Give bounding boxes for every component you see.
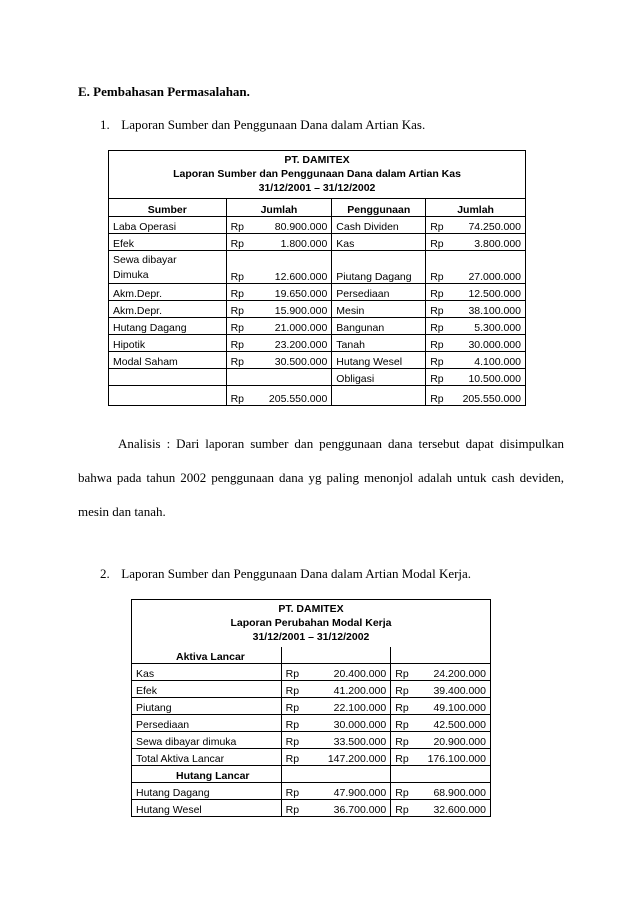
currency-label: Rp [226, 318, 252, 335]
penggunaan-cell: Tanah [332, 335, 426, 352]
table-company-title: PT. DAMITEX [284, 154, 350, 166]
amount-cell: 74.250.000 [448, 217, 526, 234]
currency-label: Rp [426, 234, 448, 251]
list-item-number: 1. [100, 117, 110, 132]
list-item-text: Laporan Sumber dan Penggunaan Dana dalam Artian Kas. [121, 117, 426, 132]
table-total-row [109, 386, 526, 406]
amount-cell: 12.600.000 [252, 251, 332, 284]
currency-label: Rp [226, 251, 252, 284]
amount-cell: 20.400.000 [307, 664, 391, 681]
account-label: Kas [132, 664, 282, 681]
amount-cell: 39.400.000 [417, 681, 491, 698]
analysis-paragraph [78, 427, 564, 461]
currency-label: Rp [426, 284, 448, 301]
amount-cell: 4.100.000 [448, 352, 526, 369]
amount-cell: 24.200.000 [417, 664, 491, 681]
penggunaan-cell: Piutang Dagang [332, 251, 426, 284]
penggunaan-cell: Hutang Wesel [332, 352, 426, 369]
table-cell [281, 647, 307, 664]
currency-label: Rp [226, 284, 252, 301]
amount-cell: 5.300.000 [448, 318, 526, 335]
penggunaan-cell: Kas [332, 234, 426, 251]
amount-cell: 36.700.000 [333, 804, 387, 816]
account-label: Persediaan [132, 715, 282, 732]
sumber-cell: Efek [109, 234, 227, 251]
analysis-line: mesin dan tanah. [78, 504, 166, 519]
table-report-title: Laporan Perubahan Modal Kerja [230, 617, 392, 629]
amount-cell: 32.600.000 [433, 804, 486, 816]
amount-cell: 38.100.000 [448, 301, 526, 318]
currency-label: Rp [281, 732, 307, 749]
account-label: Total Aktiva Lancar [132, 749, 282, 766]
working-capital-table [131, 599, 491, 817]
account-label: Piutang [132, 698, 282, 715]
amount-cell: 42.500.000 [417, 715, 491, 732]
amount-cell: 80.900.000 [252, 217, 332, 234]
penggunaan-cell: Persediaan [332, 284, 426, 301]
table-row [109, 369, 526, 386]
table-row [132, 800, 491, 817]
account-label: Efek [132, 681, 282, 698]
currency-label: Rp [391, 715, 417, 732]
currency-label: Rp [226, 301, 252, 318]
amount-cell: 49.100.000 [417, 698, 491, 715]
table-company-title: PT. DAMITEX [278, 603, 344, 615]
amount-cell: 1.800.000 [252, 234, 332, 251]
currency-label: Rp [391, 800, 417, 817]
section-heading: E. Pembahasan Permasalahan. [78, 84, 250, 99]
table-cell [391, 647, 417, 664]
amount-cell: 3.800.000 [448, 234, 526, 251]
account-label: Hutang Dagang [132, 783, 282, 800]
table-period: 31/12/2001 – 31/12/2002 [258, 182, 376, 194]
list-item-2 [100, 566, 471, 582]
list-item-number: 2. [100, 566, 110, 581]
sumber-cell: Modal Saham [109, 352, 227, 369]
table-cell [307, 647, 391, 664]
currency-label: Rp [226, 352, 252, 369]
amount-cell: 12.500.000 [448, 284, 526, 301]
penggunaan-cell: Bangunan [332, 318, 426, 335]
table-row [132, 715, 491, 732]
currency-label: Rp [281, 698, 307, 715]
amount-cell [252, 369, 332, 386]
section-label: Aktiva Lancar [132, 647, 282, 664]
currency-label: Rp [391, 681, 417, 698]
table-row [132, 732, 491, 749]
list-item-1 [100, 117, 425, 133]
currency-label: Rp [226, 335, 252, 352]
currency-label: Rp [426, 386, 448, 406]
amount-cell: 30.000.000 [448, 335, 526, 352]
table-row [109, 301, 526, 318]
sumber-cell: Hutang Dagang [109, 318, 227, 335]
table-row [109, 217, 526, 234]
currency-label: Rp [426, 217, 448, 234]
table-row [109, 335, 526, 352]
table-cell [417, 766, 491, 783]
table-row [132, 664, 491, 681]
amount-cell: 15.900.000 [252, 301, 332, 318]
amount-cell: 19.650.000 [252, 284, 332, 301]
table-row [109, 318, 526, 335]
table-cell [417, 647, 491, 664]
currency-label: Rp [281, 749, 307, 766]
cash-flow-table [108, 150, 526, 406]
currency-label: Rp [281, 681, 307, 698]
table-row [132, 749, 491, 766]
currency-label [226, 369, 252, 386]
currency-label: Rp [226, 234, 252, 251]
currency-label: Rp [391, 664, 417, 681]
currency-label: Rp [426, 335, 448, 352]
amount-cell: 41.200.000 [307, 681, 391, 698]
table-row [109, 284, 526, 301]
list-item-text: Laporan Sumber dan Penggunaan Dana dalam Artian Modal Kerja. [121, 566, 472, 581]
total-amount: 205.550.000 [268, 393, 328, 405]
penggunaan-cell: Obligasi [332, 369, 426, 386]
currency-label: Rp [226, 217, 252, 234]
col-header-jumlah: Jumlah [226, 199, 332, 217]
table-row [132, 783, 491, 800]
analysis-line: Analisis : Dari laporan sumber dan penggunaan dana tersebut dapat disimpulkan [118, 436, 564, 451]
currency-label: Rp [281, 800, 307, 817]
currency-label: Rp [426, 352, 448, 369]
amount-cell: 10.500.000 [448, 369, 526, 386]
sumber-cell: Akm.Depr. [109, 301, 227, 318]
account-label: Hutang Wesel [136, 804, 202, 816]
table-period: 31/12/2001 – 31/12/2002 [252, 631, 370, 643]
sumber-cell: Sewa dibayar Dimuka [109, 251, 227, 284]
currency-label: Rp [226, 386, 252, 406]
currency-label: Rp [426, 318, 448, 335]
amount-cell: 68.900.000 [417, 783, 491, 800]
currency-label: Rp [426, 301, 448, 318]
col-header-penggunaan: Penggunaan [332, 199, 426, 217]
table-row [109, 251, 526, 284]
table-cell [307, 766, 391, 783]
account-label: Sewa dibayar dimuka [132, 732, 282, 749]
sumber-cell: Akm.Depr. [109, 284, 227, 301]
sumber-cell: Hipotik [109, 335, 227, 352]
table-row [109, 234, 526, 251]
col-header-jumlah: Jumlah [426, 199, 526, 217]
amount-cell: 22.100.000 [307, 698, 391, 715]
table-row [109, 352, 526, 369]
sumber-cell: Laba Operasi [109, 217, 227, 234]
total-amount: 205.550.000 [462, 393, 521, 405]
table-cell [391, 766, 417, 783]
table-cell [332, 386, 426, 406]
amount-cell: 30.500.000 [252, 352, 332, 369]
amount-cell: 21.000.000 [252, 318, 332, 335]
currency-label: Rp [391, 783, 417, 800]
section-label: Hutang Lancar [132, 766, 282, 783]
table-row [132, 698, 491, 715]
amount-cell: 147.200.000 [307, 749, 391, 766]
currency-label: Rp [426, 369, 448, 386]
col-header-sumber: Sumber [109, 199, 227, 217]
table-report-title: Laporan Sumber dan Penggunaan Dana dalam Artian Kas [173, 168, 461, 180]
penggunaan-cell: Cash Dividen [332, 217, 426, 234]
table-cell [109, 386, 227, 406]
section-row [132, 766, 491, 783]
penggunaan-cell: Mesin [332, 301, 426, 318]
amount-cell: 47.900.000 [307, 783, 391, 800]
currency-label: Rp [391, 698, 417, 715]
amount-cell: 176.100.000 [417, 749, 491, 766]
amount-cell: 20.900.000 [417, 732, 491, 749]
amount-cell: 30.000.000 [307, 715, 391, 732]
section-row [132, 647, 491, 664]
currency-label: Rp [426, 251, 448, 284]
amount-cell: 33.500.000 [307, 732, 391, 749]
table-cell [281, 766, 307, 783]
table-row [132, 681, 491, 698]
currency-label: Rp [391, 749, 417, 766]
analysis-line: bahwa pada tahun 2002 penggunaan dana yg paling menonjol adalah untuk cash deviden, [78, 470, 564, 485]
amount-cell: 27.000.000 [448, 251, 526, 284]
amount-cell: 23.200.000 [252, 335, 332, 352]
currency-label: Rp [391, 732, 417, 749]
sumber-cell [109, 369, 227, 386]
currency-label: Rp [281, 783, 307, 800]
currency-label: Rp [281, 664, 307, 681]
currency-label: Rp [281, 715, 307, 732]
